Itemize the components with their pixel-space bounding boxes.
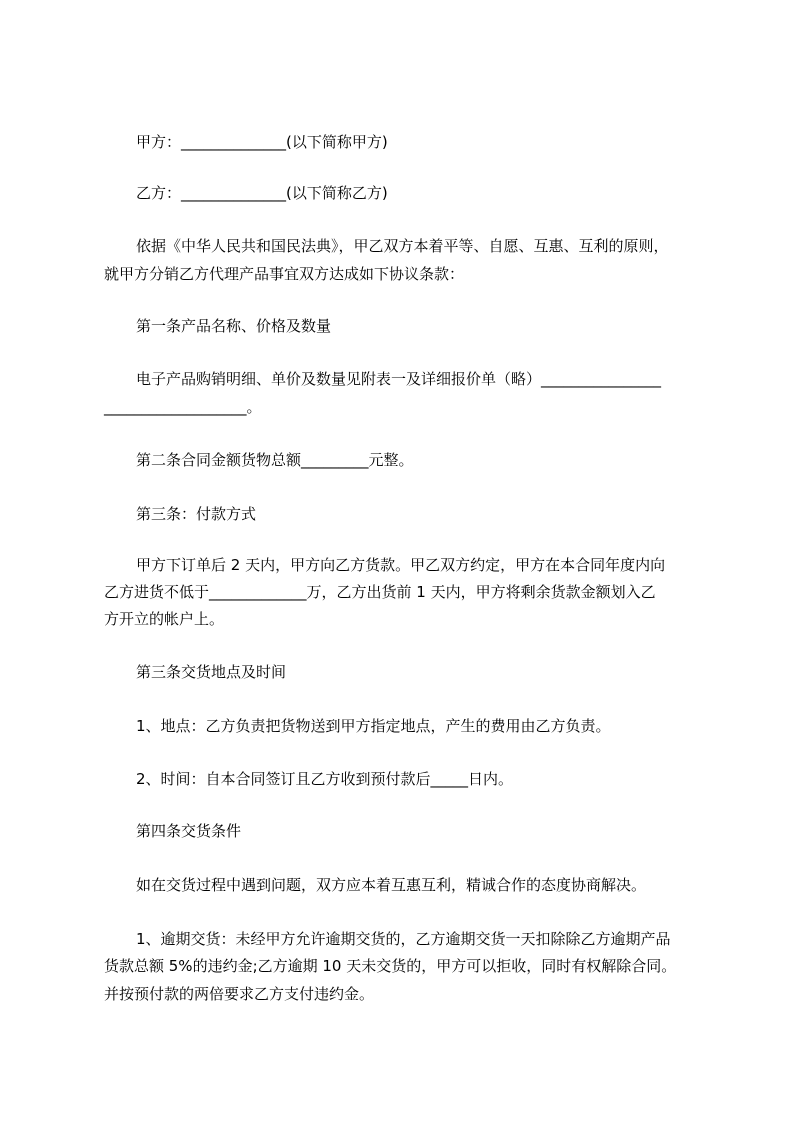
article-4-item-1-line-3: 并按预付款的两倍要求乙方支付违约金。 [104,985,375,1003]
article-1-line-2: ___________________。 [104,398,262,416]
intro-line-1: 依据《中华人民共和国民法典》，甲乙双方本着平等、自愿、互惠、互利的原则， [136,237,669,255]
article-3-title: 第三条：付款方式 [136,505,257,523]
intro-line-2: 就甲方分销乙方代理产品事宜双方达成如下协议条款： [104,265,465,283]
article-1-title: 第一条产品名称、价格及数量 [136,317,332,335]
article-4-item-1-line-2: 货款总额 5%的违约金;乙方逾期 10 天未交货的，甲方可以拒收，同时有权解除合同。 [104,957,677,975]
article-1-line-1: 电子产品购销明细、单价及数量见附表一及详细报价单（略）________________ [136,370,662,388]
party-a-line: 甲方：______________(以下简称甲方) [136,133,388,151]
party-b-line: 乙方：______________(以下简称乙方) [136,184,388,202]
article-4-title: 第四条交货条件 [136,822,242,840]
article-3b-title: 第三条交货地点及时间 [136,663,287,681]
article-3b-item-2: 2、时间：自本合同签订且乙方收到预付款后_____日内。 [136,770,514,788]
article-3-line-1: 甲方下订单后 2 天内，甲方向乙方货款。甲乙双方约定，甲方在本合同年度内向 [136,556,666,574]
article-3-line-2: 乙方进货不低于_____________万，乙方出货前 1 天内，甲方将剩余货款金额划入乙 [104,583,656,601]
article-3b-item-1: 1、地点：乙方负责把货物送到甲方指定地点，产生的费用由乙方负责。 [136,717,611,735]
article-3-line-3: 方开立的帐户上。 [104,610,225,628]
article-2: 第二条合同金额货物总额_________元整。 [136,451,414,469]
article-4-item-1-line-1: 1、逾期交货：未经甲方允许逾期交货的，乙方逾期交货一天扣除除乙方逾期产品 [136,930,671,948]
article-4-body: 如在交货过程中遇到问题，双方应本着互惠互利，精诚合作的态度协商解决。 [136,876,647,894]
